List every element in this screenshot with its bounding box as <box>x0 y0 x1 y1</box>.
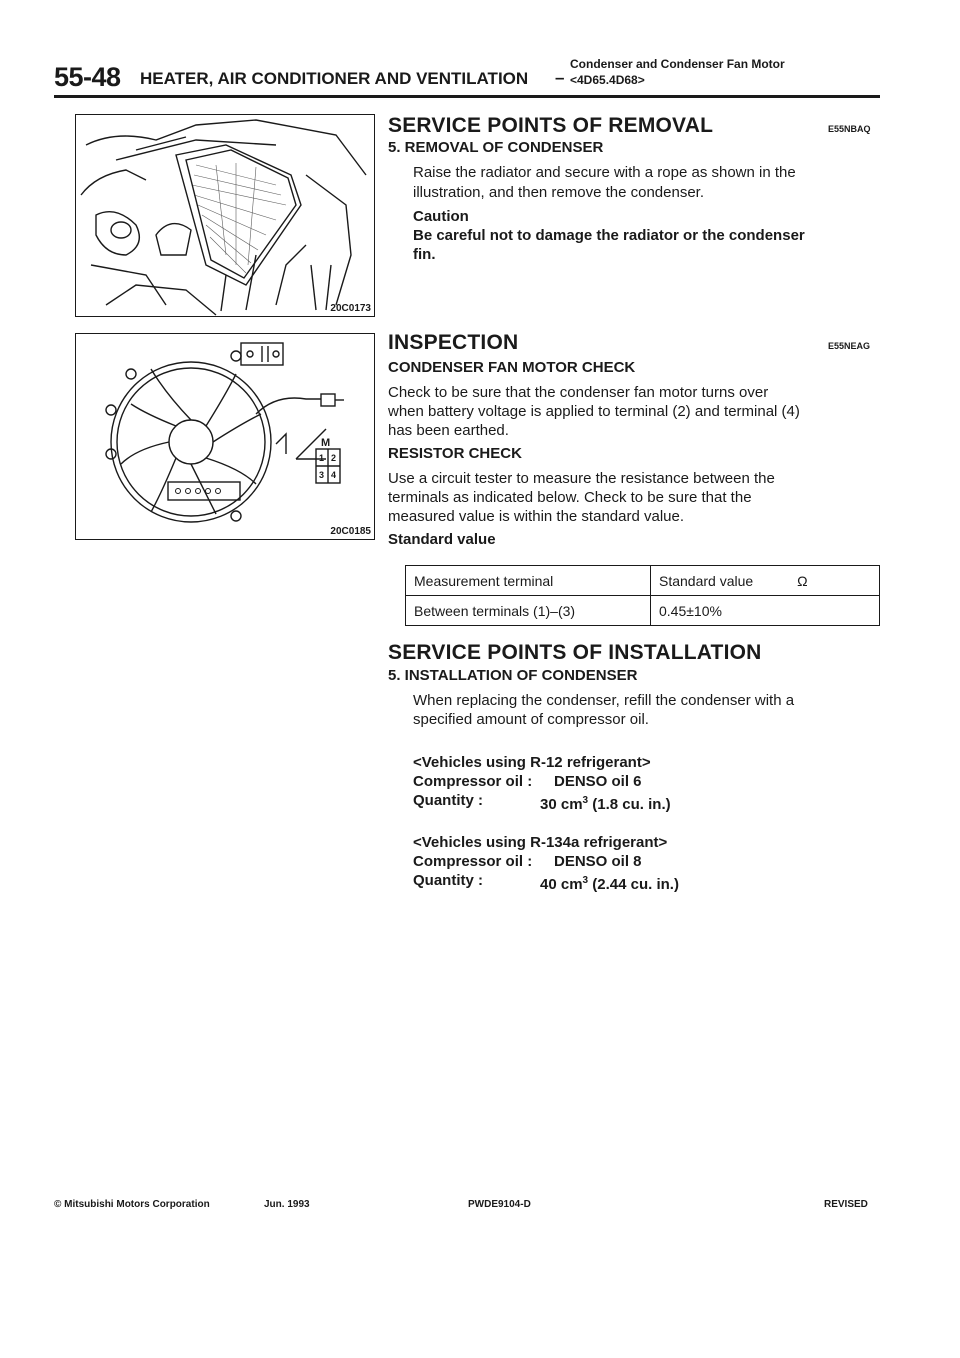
r134a-quantity-label: Quantity : <box>413 872 483 889</box>
installation-text-2: specified amount of compressor oil. <box>413 711 649 728</box>
r134a-oil-value: DENSO oil 8 <box>554 853 642 870</box>
header-subtitle: Condenser and Condenser Fan Motor <box>570 57 785 71</box>
removal-text-1: Raise the radiator and secure with a rope as shown in the <box>413 164 796 181</box>
r134a-oil-label: Compressor oil : <box>413 853 533 870</box>
resistor-text-2: terminals as indicated below. Check to be sure that the <box>388 489 752 506</box>
table-cell-value: 0.45±10% <box>651 596 880 626</box>
page-number: 55-48 <box>54 62 121 92</box>
fan-check-title: CONDENSER FAN MOTOR CHECK <box>388 359 636 376</box>
table-header-value-label: Standard value <box>659 572 754 589</box>
r12-title: <Vehicles using R-12 refrigerant> <box>413 754 651 771</box>
r134a-quantity-value <box>540 871 679 895</box>
r134a-title: <Vehicles using R-134a refrigerant> <box>413 834 668 851</box>
terminal-2-label: 2 <box>331 453 337 463</box>
fan-motor-illustration <box>76 334 374 539</box>
r12-quantity-label: Quantity : <box>413 792 483 809</box>
removal-code: E55NBAQ <box>828 124 871 134</box>
table-header-terminal: Measurement terminal <box>406 566 651 596</box>
r12-oil-value: DENSO oil 6 <box>554 773 642 790</box>
r12-oil-label: Compressor oil : <box>413 773 533 790</box>
r12-qty-number: 30 cm <box>540 796 583 813</box>
caution-text-2: fin. <box>413 246 436 263</box>
resistor-check-title: RESISTOR CHECK <box>388 445 522 462</box>
r12-quantity-value <box>540 791 671 815</box>
footer-date: Jun. 1993 <box>264 1199 310 1210</box>
fan-check-text-2: when battery voltage is applied to terminal (2) and terminal (4) <box>388 403 800 420</box>
installation-heading: SERVICE POINTS OF INSTALLATION <box>388 641 762 664</box>
terminal-3-label: 3 <box>319 470 325 480</box>
condenser-illustration <box>76 115 374 316</box>
removal-text-2: illustration, and then remove the condenser. <box>413 184 705 201</box>
standard-value-label: Standard value <box>388 531 496 548</box>
ohm-unit: Ω <box>797 572 808 589</box>
figure-code: 20C0173 <box>330 303 371 314</box>
table-header-row <box>406 566 880 596</box>
figure-fan-motor <box>75 333 375 540</box>
caution-label: Caution <box>413 208 469 225</box>
inspection-code: E55NEAG <box>828 341 871 351</box>
r134a-qty-number: 40 cm <box>540 876 583 893</box>
header-models: <4D65.4D68> <box>570 73 645 87</box>
section-title: HEATER, AIR CONDITIONER AND VENTILATION <box>140 69 529 88</box>
inspection-heading: INSPECTION <box>388 331 519 354</box>
footer-doc-code: PWDE9104-D <box>468 1199 531 1210</box>
r134a-qty-sup: 3 <box>582 875 589 886</box>
standard-value-table <box>405 565 880 626</box>
caution-text-1: Be careful not to damage the radiator or the condenser <box>413 227 805 244</box>
figure-code: 20C0185 <box>330 526 371 537</box>
motor-label-m: M <box>321 437 331 449</box>
table-header-value <box>651 566 880 596</box>
installation-item-title: 5. INSTALLATION OF CONDENSER <box>388 667 638 684</box>
footer-status: REVISED <box>824 1199 868 1210</box>
r12-qty-imperial: (1.8 cu. in.) <box>592 796 671 813</box>
resistor-text-3: measured value is within the standard value. <box>388 508 685 525</box>
fan-check-text-3: has been earthed. <box>388 422 509 439</box>
table-cell-terminals: Between terminals (1)–(3) <box>406 596 651 626</box>
header-rule <box>54 95 880 98</box>
removal-item-title: 5. REMOVAL OF CONDENSER <box>388 139 604 156</box>
header-dash: – <box>555 68 565 87</box>
installation-text-1: When replacing the condenser, refill the condenser with a <box>413 692 795 709</box>
r12-qty-sup: 3 <box>582 795 589 806</box>
table-row <box>406 596 880 626</box>
removal-heading: SERVICE POINTS OF REMOVAL <box>388 114 714 137</box>
r134a-qty-imperial: (2.44 cu. in.) <box>592 876 679 893</box>
footer-copyright: © Mitsubishi Motors Corporation <box>54 1199 210 1210</box>
resistor-text-1: Use a circuit tester to measure the resistance between the <box>388 470 775 487</box>
figure-condenser-removal <box>75 114 375 317</box>
fan-check-text-1: Check to be sure that the condenser fan motor turns over <box>388 384 769 401</box>
terminal-1-label: 1 <box>319 453 325 463</box>
terminal-4-label: 4 <box>331 470 337 480</box>
